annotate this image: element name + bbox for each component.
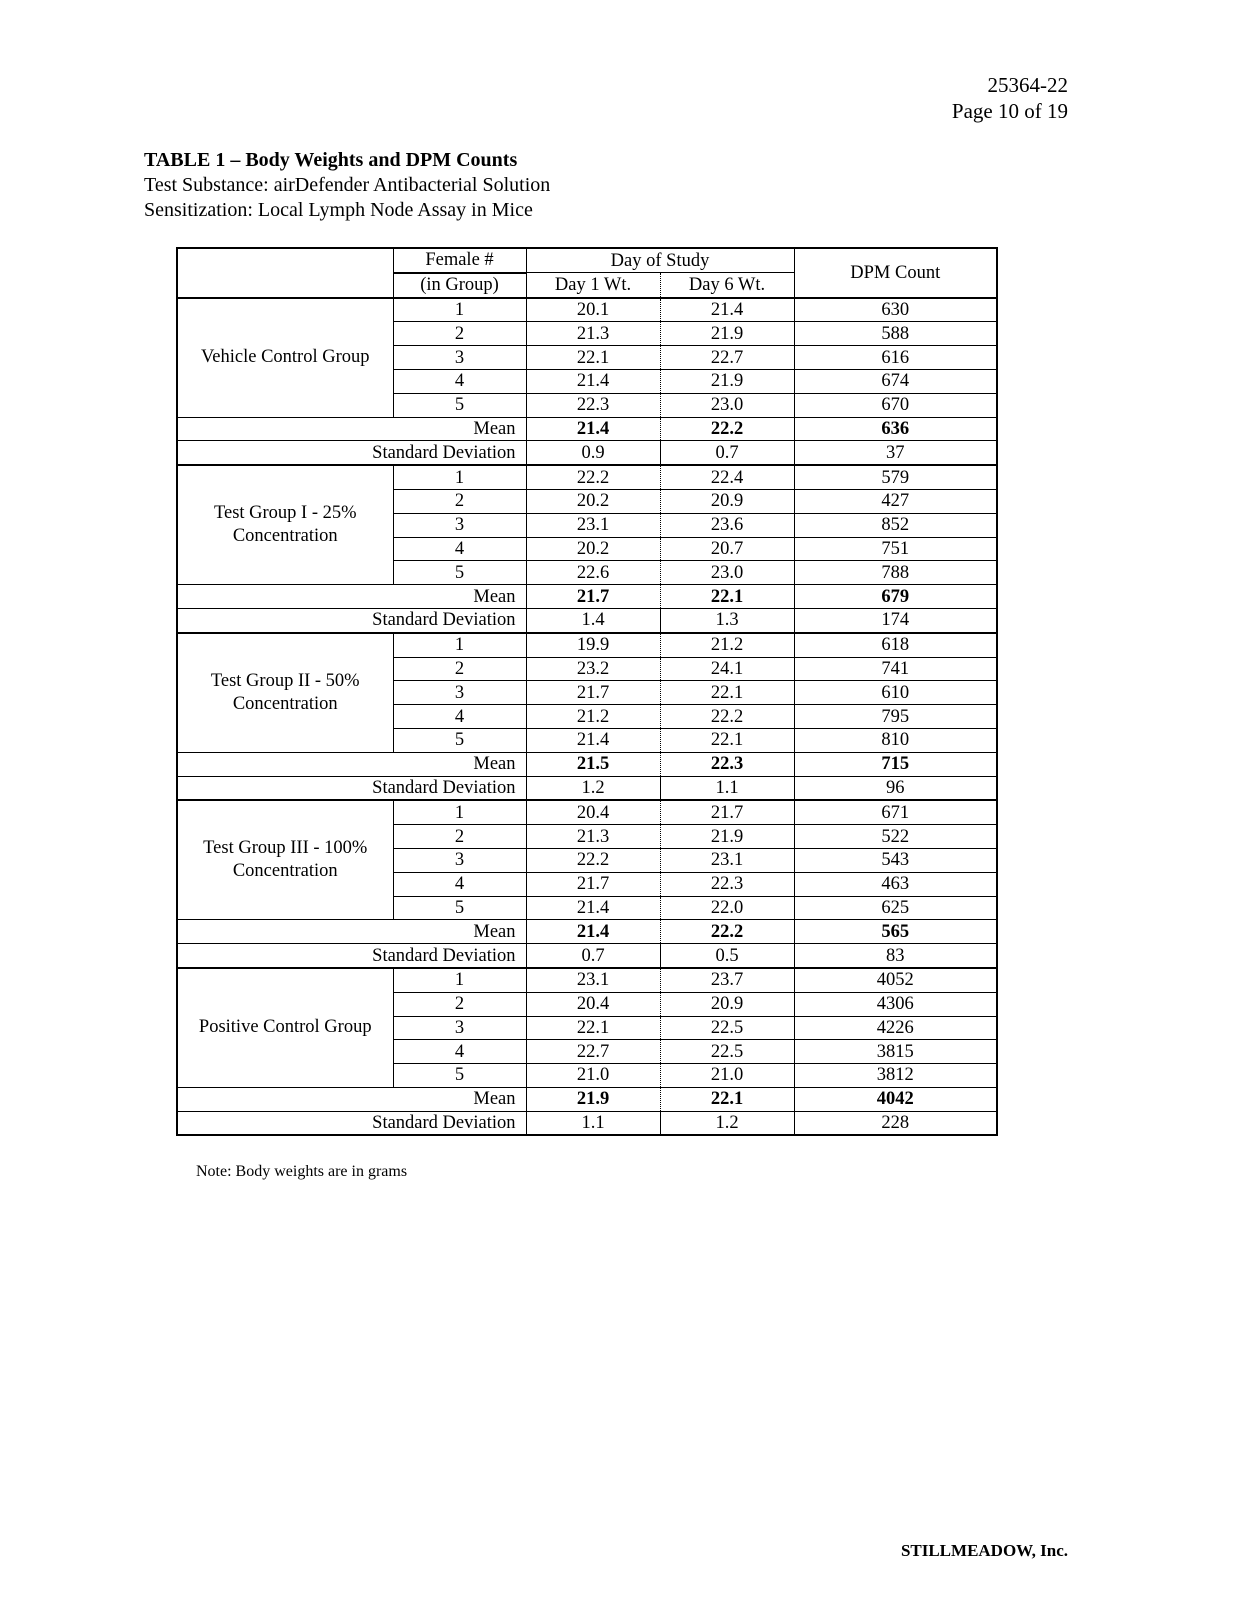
day1-weight-cell: 21.7 <box>526 681 660 705</box>
group-name-cell <box>177 800 393 919</box>
dpm-count-cell: 674 <box>794 369 997 393</box>
table-row <box>177 465 997 489</box>
sd-day6-cell: 0.7 <box>660 441 794 465</box>
day6-weight-cell: 21.9 <box>660 825 794 849</box>
table-title: TABLE 1 – Body Weights and DPM Counts <box>144 149 518 171</box>
sd-dpm-cell: 37 <box>794 441 997 465</box>
table-row <box>177 968 997 992</box>
day1-weight-cell: 21.2 <box>526 705 660 729</box>
female-number-cell: 4 <box>393 537 526 561</box>
standard-deviation-label: Standard Deviation <box>177 1111 526 1135</box>
table-row <box>177 633 997 657</box>
dpm-count-cell: 751 <box>794 537 997 561</box>
mean-label: Mean <box>177 752 526 776</box>
female-number-cell: 1 <box>393 298 526 322</box>
body-weights-dpm-table <box>176 247 998 1136</box>
mean-day1-cell: 21.5 <box>526 752 660 776</box>
mean-dpm-cell: 715 <box>794 752 997 776</box>
day1-weight-cell: 22.6 <box>526 561 660 585</box>
day1-weight-cell: 22.2 <box>526 848 660 872</box>
day6-weight-cell: 22.0 <box>660 896 794 920</box>
day1-weight-cell: 21.4 <box>526 728 660 752</box>
female-number-cell: 2 <box>393 992 526 1016</box>
female-number-cell: 5 <box>393 1064 526 1088</box>
sd-day1-cell: 1.2 <box>526 776 660 800</box>
female-number-cell: 5 <box>393 896 526 920</box>
female-number-cell: 3 <box>393 346 526 370</box>
day6-weight-cell: 21.0 <box>660 1064 794 1088</box>
day1-weight-header: Day 1 Wt. <box>526 273 660 298</box>
dpm-count-cell: 610 <box>794 681 997 705</box>
day1-weight-cell: 20.4 <box>526 800 660 824</box>
mean-dpm-cell: 4042 <box>794 1087 997 1111</box>
mean-day1-cell: 21.4 <box>526 417 660 441</box>
group-name-line: Concentration <box>232 861 338 882</box>
dpm-count-cell: 625 <box>794 896 997 920</box>
female-number-cell: 3 <box>393 513 526 537</box>
day6-weight-cell: 23.6 <box>660 513 794 537</box>
sensitization-method: Sensitization: Local Lymph Node Assay in Mice <box>144 199 533 221</box>
standard-deviation-row <box>177 776 997 800</box>
day-of-study-header: Day of Study <box>526 248 794 273</box>
sd-day6-cell: 1.2 <box>660 1111 794 1135</box>
test-substance: Test Substance: airDefender Antibacterial Solution <box>144 174 551 196</box>
sd-day6-cell: 1.3 <box>660 608 794 632</box>
day6-weight-cell: 22.3 <box>660 872 794 896</box>
female-number-cell: 4 <box>393 369 526 393</box>
dpm-count-cell: 4226 <box>794 1016 997 1040</box>
mean-day6-cell: 22.2 <box>660 920 794 944</box>
female-number-header: Female # <box>393 248 526 273</box>
mean-dpm-cell: 636 <box>794 417 997 441</box>
day1-weight-cell: 22.3 <box>526 393 660 417</box>
mean-label: Mean <box>177 1087 526 1111</box>
day1-weight-cell: 21.4 <box>526 369 660 393</box>
mean-label: Mean <box>177 417 526 441</box>
standard-deviation-row <box>177 1111 997 1135</box>
sd-dpm-cell: 228 <box>794 1111 997 1135</box>
female-number-cell: 4 <box>393 1040 526 1064</box>
female-number-cell: 2 <box>393 489 526 513</box>
sd-day1-cell: 1.1 <box>526 1111 660 1135</box>
mean-day1-cell: 21.4 <box>526 920 660 944</box>
sd-day1-cell: 0.7 <box>526 944 660 968</box>
female-number-cell: 2 <box>393 657 526 681</box>
table-row <box>177 800 997 824</box>
mean-day1-cell: 21.7 <box>526 585 660 609</box>
standard-deviation-row <box>177 608 997 632</box>
mean-row <box>177 1087 997 1111</box>
standard-deviation-label: Standard Deviation <box>177 608 526 632</box>
day6-weight-cell: 22.4 <box>660 465 794 489</box>
mean-day6-cell: 22.2 <box>660 417 794 441</box>
sd-dpm-cell: 83 <box>794 944 997 968</box>
day1-weight-cell: 22.2 <box>526 465 660 489</box>
day1-weight-cell: 20.2 <box>526 537 660 561</box>
mean-day6-cell: 22.1 <box>660 1087 794 1111</box>
mean-day1-cell: 21.9 <box>526 1087 660 1111</box>
group-name-cell: Positive Control Group <box>177 968 393 1087</box>
day6-weight-cell: 22.7 <box>660 346 794 370</box>
day6-weight-cell: 21.7 <box>660 800 794 824</box>
standard-deviation-label: Standard Deviation <box>177 441 526 465</box>
dpm-count-cell: 671 <box>794 800 997 824</box>
sd-day6-cell: 0.5 <box>660 944 794 968</box>
day1-weight-cell: 22.7 <box>526 1040 660 1064</box>
dpm-count-cell: 3812 <box>794 1064 997 1088</box>
female-number-cell: 1 <box>393 633 526 657</box>
header-blank-cell <box>177 248 393 298</box>
day1-weight-cell: 20.2 <box>526 489 660 513</box>
day6-weight-cell: 21.9 <box>660 322 794 346</box>
dpm-count-cell: 543 <box>794 848 997 872</box>
dpm-count-cell: 618 <box>794 633 997 657</box>
dpm-count-cell: 630 <box>794 298 997 322</box>
day1-weight-cell: 21.4 <box>526 896 660 920</box>
day6-weight-cell: 20.9 <box>660 489 794 513</box>
day6-weight-cell: 22.1 <box>660 728 794 752</box>
day6-weight-cell: 21.2 <box>660 633 794 657</box>
sd-day1-cell: 0.9 <box>526 441 660 465</box>
day6-weight-cell: 22.1 <box>660 681 794 705</box>
day6-weight-cell: 20.9 <box>660 992 794 1016</box>
day1-weight-cell: 21.7 <box>526 872 660 896</box>
day6-weight-cell: 22.2 <box>660 705 794 729</box>
female-number-cell: 3 <box>393 681 526 705</box>
dpm-count-cell: 852 <box>794 513 997 537</box>
dpm-count-cell: 795 <box>794 705 997 729</box>
day1-weight-cell: 21.3 <box>526 322 660 346</box>
day6-weight-cell: 23.0 <box>660 393 794 417</box>
day1-weight-cell: 23.1 <box>526 968 660 992</box>
mean-dpm-cell: 565 <box>794 920 997 944</box>
female-number-cell: 5 <box>393 728 526 752</box>
group-name-line: Test Group II - 50% <box>210 670 360 691</box>
dpm-count-cell: 579 <box>794 465 997 489</box>
sd-day6-cell: 1.1 <box>660 776 794 800</box>
female-number-cell: 1 <box>393 800 526 824</box>
group-name-cell <box>177 633 393 752</box>
female-number-cell: 2 <box>393 825 526 849</box>
dpm-count-header: DPM Count <box>794 248 997 298</box>
female-number-cell: 4 <box>393 872 526 896</box>
dpm-count-cell: 463 <box>794 872 997 896</box>
group-name-line: Concentration <box>232 693 338 714</box>
group-name-line: Concentration <box>232 526 338 547</box>
female-number-cell: 1 <box>393 465 526 489</box>
female-number-cell: 3 <box>393 848 526 872</box>
standard-deviation-row <box>177 441 997 465</box>
sd-day1-cell: 1.4 <box>526 608 660 632</box>
group-name-cell: Vehicle Control Group <box>177 298 393 417</box>
mean-day6-cell: 22.1 <box>660 585 794 609</box>
group-name-line: Test Group III - 100% <box>203 838 368 859</box>
dpm-count-cell: 788 <box>794 561 997 585</box>
day1-weight-cell: 20.4 <box>526 992 660 1016</box>
mean-label: Mean <box>177 920 526 944</box>
mean-label: Mean <box>177 585 526 609</box>
dpm-count-cell: 670 <box>794 393 997 417</box>
mean-dpm-cell: 679 <box>794 585 997 609</box>
footnote: Note: Body weights are in grams <box>196 1163 408 1180</box>
table-body <box>177 248 997 1135</box>
page-number: Page 10 of 19 <box>951 99 1068 123</box>
mean-row <box>177 417 997 441</box>
in-group-header: (in Group) <box>393 273 526 298</box>
day1-weight-cell: 22.1 <box>526 346 660 370</box>
dpm-count-cell: 4306 <box>794 992 997 1016</box>
table-row <box>177 298 997 322</box>
day1-weight-cell: 22.1 <box>526 1016 660 1040</box>
day6-weight-cell: 24.1 <box>660 657 794 681</box>
day6-weight-cell: 23.0 <box>660 561 794 585</box>
dpm-count-cell: 810 <box>794 728 997 752</box>
female-number-cell: 5 <box>393 393 526 417</box>
dpm-count-cell: 4052 <box>794 968 997 992</box>
dpm-count-cell: 741 <box>794 657 997 681</box>
company-footer: STILLMEADOW, Inc. <box>900 1541 1068 1560</box>
female-number-cell: 2 <box>393 322 526 346</box>
day6-weight-cell: 23.1 <box>660 848 794 872</box>
day1-weight-cell: 19.9 <box>526 633 660 657</box>
day1-weight-cell: 21.3 <box>526 825 660 849</box>
mean-row <box>177 920 997 944</box>
group-name-line: Test Group I - 25% <box>213 503 357 524</box>
document-reference <box>952 72 1068 124</box>
dpm-count-cell: 3815 <box>794 1040 997 1064</box>
dpm-count-cell: 427 <box>794 489 997 513</box>
day6-weight-cell: 21.9 <box>660 369 794 393</box>
dpm-count-cell: 522 <box>794 825 997 849</box>
standard-deviation-row <box>177 944 997 968</box>
header-row-1 <box>177 248 997 273</box>
day1-weight-cell: 21.0 <box>526 1064 660 1088</box>
day6-weight-cell: 20.7 <box>660 537 794 561</box>
day6-weight-cell: 22.5 <box>660 1040 794 1064</box>
document-number: 25364-22 <box>987 73 1068 97</box>
female-number-cell: 5 <box>393 561 526 585</box>
standard-deviation-label: Standard Deviation <box>177 776 526 800</box>
standard-deviation-label: Standard Deviation <box>177 944 526 968</box>
day6-weight-header: Day 6 Wt. <box>660 273 794 298</box>
female-number-cell: 4 <box>393 705 526 729</box>
sd-dpm-cell: 174 <box>794 608 997 632</box>
day6-weight-cell: 22.5 <box>660 1016 794 1040</box>
sd-dpm-cell: 96 <box>794 776 997 800</box>
table-heading <box>144 148 550 223</box>
day6-weight-cell: 23.7 <box>660 968 794 992</box>
day1-weight-cell: 23.2 <box>526 657 660 681</box>
day6-weight-cell: 21.4 <box>660 298 794 322</box>
day1-weight-cell: 23.1 <box>526 513 660 537</box>
mean-day6-cell: 22.3 <box>660 752 794 776</box>
dpm-count-cell: 616 <box>794 346 997 370</box>
dpm-count-cell: 588 <box>794 322 997 346</box>
female-number-cell: 1 <box>393 968 526 992</box>
day1-weight-cell: 20.1 <box>526 298 660 322</box>
mean-row <box>177 585 997 609</box>
group-name-cell <box>177 465 393 584</box>
mean-row <box>177 752 997 776</box>
female-number-cell: 3 <box>393 1016 526 1040</box>
